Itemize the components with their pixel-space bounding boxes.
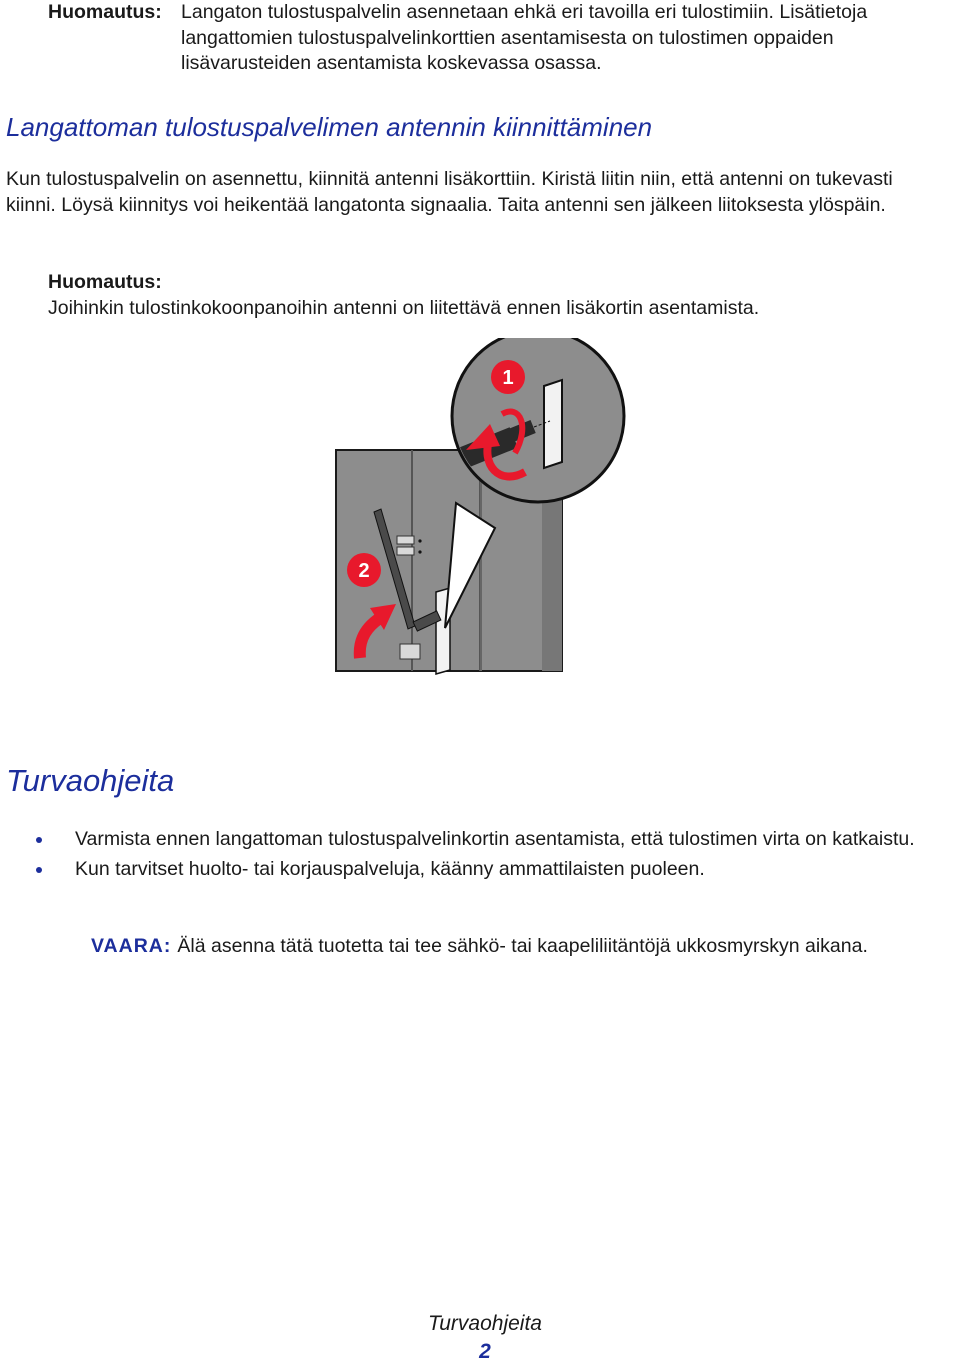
antenna-installation-illustration — [330, 338, 630, 688]
step-badge-2-label: 2 — [358, 560, 370, 582]
list-item-text: Kun tarvitset huolto- tai korjauspalveluja, käänny ammattilaisten puoleen. — [75, 858, 705, 880]
note-label: Huomautus: — [48, 271, 162, 293]
note-text: Langaton tulostuspalvelin asennetaan ehkä eri tavoilla eri tulostimiin. Lisätietoja langattomien tulostuspalvelinkorttien asentamisesta on tulostimen oppaiden lisävarusteiden asentamista koskevassa osassa. — [181, 1, 868, 74]
section-heading-safety: Turvaohjeita — [6, 763, 175, 798]
list-item — [36, 856, 936, 882]
page-number: 2 — [479, 1340, 491, 1363]
note-antenna — [48, 270, 948, 321]
note-text: Joihinkin tulostinkokoonpanoihin antenni on liitettävä ennen lisäkortin asentamista. — [48, 296, 760, 319]
note-label: Huomautus: — [48, 1, 162, 23]
caution-note — [91, 933, 868, 959]
safety-list — [36, 826, 936, 886]
antenna-paragraph: Kun tulostuspalvelin on asennettu, kiinnitä antenni lisäkorttiin. Kiristä liitin niin, että antenni on tukevasti kiinni. Löysä kiinnitys voi heikentää langatonta signaalia. Taita antenni sen jälkeen liitoksesta ylöspäin. — [6, 168, 893, 216]
step-badge-2 — [347, 553, 381, 587]
list-item — [36, 826, 936, 852]
list-item-text: Varmista ennen langattoman tulostuspalvelinkortin asentamista, että tulostimen virta on katkaistu. — [75, 828, 915, 850]
bullet-icon — [36, 867, 42, 873]
note-top — [48, 0, 948, 77]
caution-label: VAARA: — [91, 935, 172, 957]
footer-title: Turvaohjeita — [427, 1312, 542, 1335]
caution-text: Älä asenna tätä tuotetta tai tee sähkö- tai kaapeliliitäntöjä ukkosmyrskyn aikana. — [177, 935, 868, 957]
bullet-icon — [36, 837, 42, 843]
step-badge-1-label: 1 — [502, 367, 514, 389]
section-heading-antenna: Langattoman tulostuspalvelimen antennin kiinnittäminen — [6, 112, 653, 142]
step-badge-1 — [491, 360, 525, 394]
